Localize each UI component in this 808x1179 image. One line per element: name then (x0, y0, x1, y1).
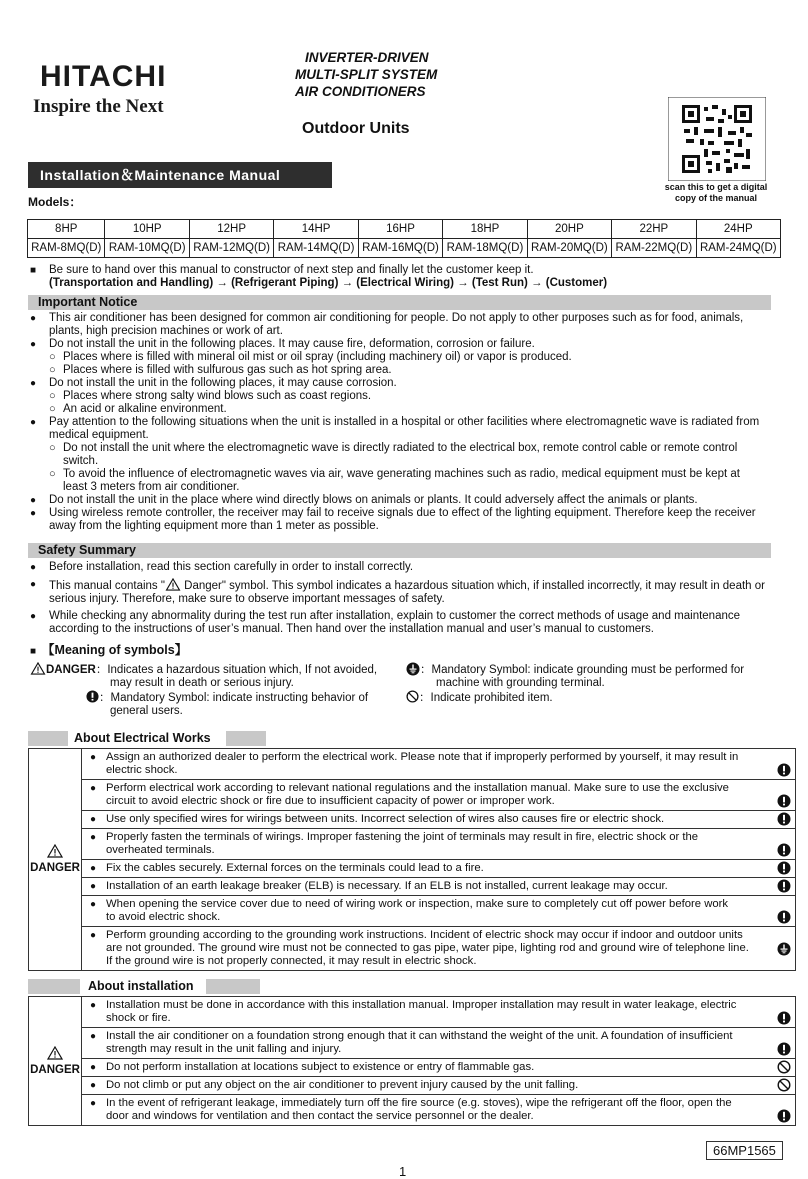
table-row (29, 749, 796, 780)
prohibited-icon (777, 1078, 791, 1092)
circle-bullet-icon: ○ (49, 468, 56, 480)
warning-text: to avoid electric shock. (106, 911, 221, 923)
model-code-cell: RAM-22MQ(D) (612, 239, 696, 258)
meaning-left (30, 662, 390, 718)
section-bar-stub (28, 731, 68, 746)
danger-side-label (29, 997, 82, 1126)
warning-text: Do not climb or put any object on the air conditioner to prevent injury caused by the unit falling. (106, 1079, 579, 1091)
handover-line: Be sure to hand over this manual to constructor of next step and finally let the customer keep it. (49, 264, 534, 276)
hp-cell: 8HP (28, 220, 105, 239)
bullet-icon: ● (30, 378, 37, 389)
table-row (29, 1059, 796, 1077)
model-code-cell: RAM-16MQ(D) (358, 239, 442, 258)
mandatory-icon (777, 879, 791, 893)
bullet-icon: ● (90, 1098, 97, 1109)
warning-text: Installation must be done in accordance with this installation manual. Improper installation may result in water leakage, electric (106, 999, 737, 1011)
model-code-cell: RAM-18MQ(D) (443, 239, 527, 258)
warning-item (82, 997, 796, 1028)
bullet-icon: ● (30, 579, 37, 590)
section-bar-stub (226, 731, 266, 746)
warning-item (82, 749, 796, 780)
prohibited-icon (777, 1060, 791, 1074)
brand-tagline: Inspire the Next (33, 96, 164, 117)
circle-bullet-icon: ○ (49, 364, 56, 376)
mandatory-icon (86, 690, 99, 703)
mandatory-icon (777, 861, 791, 875)
warning-text: Do not perform installation at locations subject to existence or entry of flammable gas. (106, 1061, 535, 1073)
notice-text: Pay attention to the following situations when the unit is installed in a hospital or other facilities where electromagnetic wave is radiated from (49, 416, 760, 428)
important-notice-body (30, 312, 782, 533)
document-title (295, 49, 437, 100)
notice-text: switch. (63, 455, 99, 467)
notice-text: Places where is filled with mineral oil mist or oil spray (including machinery oil) or vapor is produced. (63, 351, 572, 363)
warning-triangle-icon (47, 1046, 63, 1060)
warning-text: shock or fire. (106, 1012, 171, 1024)
hp-cell: 22HP (612, 220, 696, 239)
bullet-icon: ● (90, 1062, 97, 1073)
qr-caption-line: copy of the manual (674, 193, 757, 203)
section-electrical-works: About Electrical Works (74, 731, 211, 745)
bullet-icon: ● (30, 562, 37, 573)
circle-bullet-icon: ○ (49, 351, 56, 363)
warning-text: When opening the service cover due to need of wiring work or inspection, make sure to completely cut off power before work (106, 898, 729, 910)
warning-triangle-icon (165, 578, 181, 591)
brand-logo: HITACHI (40, 60, 167, 93)
notice-text: least 3 meters from air conditioner. (63, 481, 240, 493)
notice-text: plants, high precision machines or work of art. (49, 325, 283, 337)
table-row (29, 1028, 796, 1059)
model-code-cell: RAM-20MQ(D) (527, 239, 611, 258)
warning-item (82, 829, 796, 860)
table-row (29, 829, 796, 860)
notice-text: An acid or alkaline environment. (63, 403, 227, 415)
bullet-icon: ● (30, 313, 37, 324)
grounding-icon (777, 942, 791, 956)
meaning-title: 【Meaning of symbols】 (42, 643, 188, 657)
section-important-notice: Important Notice (28, 295, 771, 310)
notice-text: Places where is filled with sulfurous gas such as hot spring area. (63, 364, 392, 376)
warning-item (82, 878, 796, 896)
mandatory-icon (777, 763, 791, 777)
danger-word: DANGER (46, 664, 96, 676)
warning-text: Perform grounding according to the grounding work instructions. Incident of electric shock may occur if indoor and outdoor units (106, 929, 743, 941)
circle-bullet-icon: ○ (49, 442, 56, 454)
electrical-works-table (28, 748, 796, 971)
warning-item (82, 780, 796, 811)
title-line: AIR CONDITIONERS (295, 84, 426, 99)
circle-bullet-icon: ○ (49, 390, 56, 402)
model-code-cell: RAM-10MQ(D) (105, 239, 189, 258)
manual-title-band: Installation＆Maintenance Manual (28, 162, 332, 188)
mandatory-icon (777, 843, 791, 857)
table-row (29, 896, 796, 927)
models-code-row (28, 239, 781, 258)
warning-item (82, 896, 796, 927)
square-bullet-icon: ■ (30, 265, 37, 276)
table-row (29, 811, 796, 829)
safety-text: according to the instructions of user’s manual. Then hand over the installation manual and user’s manual to customers. (49, 623, 654, 635)
warning-text: door and windows for ventilation and then contact the service personnel or the dealer. (106, 1110, 534, 1122)
table-row (29, 997, 796, 1028)
warning-triangle-icon (30, 662, 46, 675)
hp-cell: 14HP (274, 220, 358, 239)
meaning-text: may result in death or serious injury. (110, 677, 294, 689)
mandatory-icon (777, 1109, 791, 1123)
meaning-text: ：Mandatory Symbol: indicate instructing behavior of (99, 692, 369, 704)
warning-item (82, 860, 796, 878)
warning-triangle-icon (47, 844, 63, 858)
warning-item (82, 811, 796, 829)
model-code-cell: RAM-8MQ(D) (28, 239, 105, 258)
model-code-cell: RAM-24MQ(D) (696, 239, 780, 258)
prohibited-icon (406, 690, 419, 703)
warning-text: Assign an authorized dealer to perform the electrical work. Please note that if improperly performed by yourself, it may result in (106, 751, 739, 763)
page-number: 1 (399, 1164, 407, 1179)
mandatory-icon (777, 1042, 791, 1056)
grounding-icon (406, 662, 420, 676)
table-row (29, 927, 796, 971)
qr-code (668, 97, 766, 187)
hp-cell: 18HP (443, 220, 527, 239)
document-number: 66MP1565 (706, 1141, 783, 1160)
danger-label: DANGER (30, 862, 80, 874)
safety-text: While checking any abnormality during the test run after installation, explain to customer the correct methods of usage and maintenance (49, 610, 741, 622)
section-bar-stub (206, 979, 260, 994)
warning-item (82, 927, 796, 971)
notice-text: Do not install the unit in the following places, it may cause corrosion. (49, 377, 397, 389)
warning-item (82, 1059, 796, 1077)
mandatory-icon (777, 812, 791, 826)
meaning-heading (30, 644, 187, 658)
section-about-installation: About installation (88, 979, 194, 993)
bullet-icon: ● (30, 508, 37, 519)
safety-text: Before installation, read this section carefully in order to install correctly. (49, 561, 414, 573)
warning-text: If the ground wire is not properly connected, it may result in electric shock. (106, 955, 477, 967)
meaning-text: ：Indicate prohibited item. (419, 692, 553, 704)
table-row (29, 860, 796, 878)
hp-cell: 20HP (527, 220, 611, 239)
meaning-text: machine with grounding terminal. (436, 677, 605, 689)
page-title: Outdoor Units (302, 120, 410, 137)
bullet-icon: ● (30, 495, 37, 506)
safety-text: serious injury. Therefore, make sure to observe important messages of safety. (49, 593, 445, 605)
bullet-icon: ● (30, 339, 37, 350)
warning-text: Install the air conditioner on a foundation strong enough that it can withstand the weight of the unit. A foundation of insufficient (106, 1030, 733, 1042)
warning-text: Installation of an earth leakage breaker (ELB) is necessary. If an ELB is not installed, current leakage may occur. (106, 880, 668, 892)
bullet-icon: ● (90, 930, 97, 941)
warning-text: In the event of refrigerant leakage, immediately turn off the fire source (e.g. stoves), wipe the refrigerant off the floor, open the (106, 1097, 732, 1109)
danger-side-label (29, 749, 82, 971)
bullet-icon: ● (90, 752, 97, 763)
notice-text: To avoid the influence of electromagnetic waves via air, wave generating machines such as radio, medical equipment must be kept at (63, 468, 740, 480)
warning-text: electric shock. (106, 764, 178, 776)
safety-summary-body (30, 561, 782, 636)
warning-text: Use only specified wires for wirings between units. Incorrect selection of wires also causes fire or electric shock. (106, 813, 665, 825)
handover-flow: (Transportation and Handling) → (Refrigerant Piping) → (Electrical Wiring) → (Test Run) → (Customer) (49, 277, 608, 289)
bullet-icon: ● (90, 783, 97, 794)
danger-label: DANGER (30, 1063, 80, 1076)
mandatory-icon (777, 910, 791, 924)
safety-text: Danger" symbol. This symbol indicates a hazardous situation which, if installed incorrectly, it may result in death or (180, 580, 765, 592)
bullet-icon: ● (90, 881, 97, 892)
model-code-cell: RAM-12MQ(D) (189, 239, 273, 258)
bullet-icon: ● (30, 417, 37, 428)
safety-text: This manual contains " (49, 580, 165, 592)
bullet-icon: ● (90, 814, 97, 825)
table-row (29, 1077, 796, 1095)
warning-text: Fix the cables securely. External forces on the terminals could lead to a fire. (106, 862, 484, 874)
section-safety-summary: Safety Summary (28, 543, 771, 558)
warning-item (82, 1095, 796, 1126)
notice-text: medical equipment. (49, 429, 149, 441)
qr-caption-line: scan this to get a digital (664, 182, 768, 192)
warning-text: circuit to avoid electric shock or fire due to insufficient capacity of power or improper work. (106, 795, 555, 807)
bullet-icon: ● (90, 832, 97, 843)
table-row (29, 878, 796, 896)
hp-cell: 16HP (358, 220, 442, 239)
warning-text: overheated terminals. (106, 844, 215, 856)
models-label: Models： (28, 195, 82, 209)
model-code-cell: RAM-14MQ(D) (274, 239, 358, 258)
square-bullet-icon: ■ (30, 646, 37, 657)
table-row (29, 1095, 796, 1126)
qr-caption (661, 182, 771, 204)
bullet-icon: ● (90, 1000, 97, 1011)
title-line: INVERTER-DRIVEN (305, 50, 429, 65)
notice-text: This air conditioner has been designed for common air conditioning for people. Do not apply to other purposes such as for food, animals, (49, 312, 744, 324)
bullet-icon: ● (90, 1031, 97, 1042)
bullet-icon: ● (30, 611, 37, 622)
notice-text: Places where strong salty wind blows such as coast regions. (63, 390, 372, 402)
table-row (29, 780, 796, 811)
mandatory-icon (777, 794, 791, 808)
hp-cell: 10HP (105, 220, 189, 239)
notice-text: away from the lighting equipment more than 1 meter as possible. (49, 520, 379, 532)
circle-bullet-icon: ○ (49, 403, 56, 415)
meaning-text: ：Mandatory Symbol: indicate grounding must be performed for (420, 664, 745, 676)
warning-text: are not grounded. The ground wire must not be connected to gas pipe, water pipe, lighting rod and ground wire of telephone line. (106, 942, 749, 954)
meaning-text: ：Indicates a hazardous situation which, If not avoided, (95, 664, 378, 676)
meaning-right (406, 662, 786, 705)
section-bar-stub (28, 979, 80, 994)
models-table (27, 219, 781, 258)
notice-text: Using wireless remote controller, the receiver may fail to receive signals due to effect of the lighting equipment. Therefore keep the receiver (49, 507, 756, 519)
meaning-text: general users. (110, 705, 183, 717)
mandatory-icon (777, 1011, 791, 1025)
warning-item (82, 1077, 796, 1095)
title-line: MULTI-SPLIT SYSTEM (295, 67, 438, 82)
notice-text: Do not install the unit where the electromagnetic wave is directly radiated to the electrical box, remote control cable or remote control (63, 442, 738, 454)
bullet-icon: ● (90, 1080, 97, 1091)
notice-text: Do not install the unit in the following places. It may cause fire, deformation, corrosion or failure. (49, 338, 535, 350)
warning-text: strength may result in the unit falling and injury. (106, 1043, 342, 1055)
warning-item (82, 1028, 796, 1059)
warning-text: Perform electrical work according to relevant national regulations and the installation manual. Make sure to use the exclusive (106, 782, 729, 794)
qr-code-image (668, 97, 766, 181)
models-hp-row (28, 220, 781, 239)
bullet-icon: ● (90, 899, 97, 910)
hp-cell: 24HP (696, 220, 780, 239)
notice-text: Do not install the unit in the place where wind directly blows on animals or plants. It could adversely affect the animals or plants. (49, 494, 698, 506)
installation-table (28, 996, 796, 1126)
warning-text: Properly fasten the terminals of wirings. Improper fastening the joint of terminals may result in fire, electric shock or the (106, 831, 699, 843)
handover-note (30, 264, 790, 290)
bullet-icon: ● (90, 863, 97, 874)
hp-cell: 12HP (189, 220, 273, 239)
